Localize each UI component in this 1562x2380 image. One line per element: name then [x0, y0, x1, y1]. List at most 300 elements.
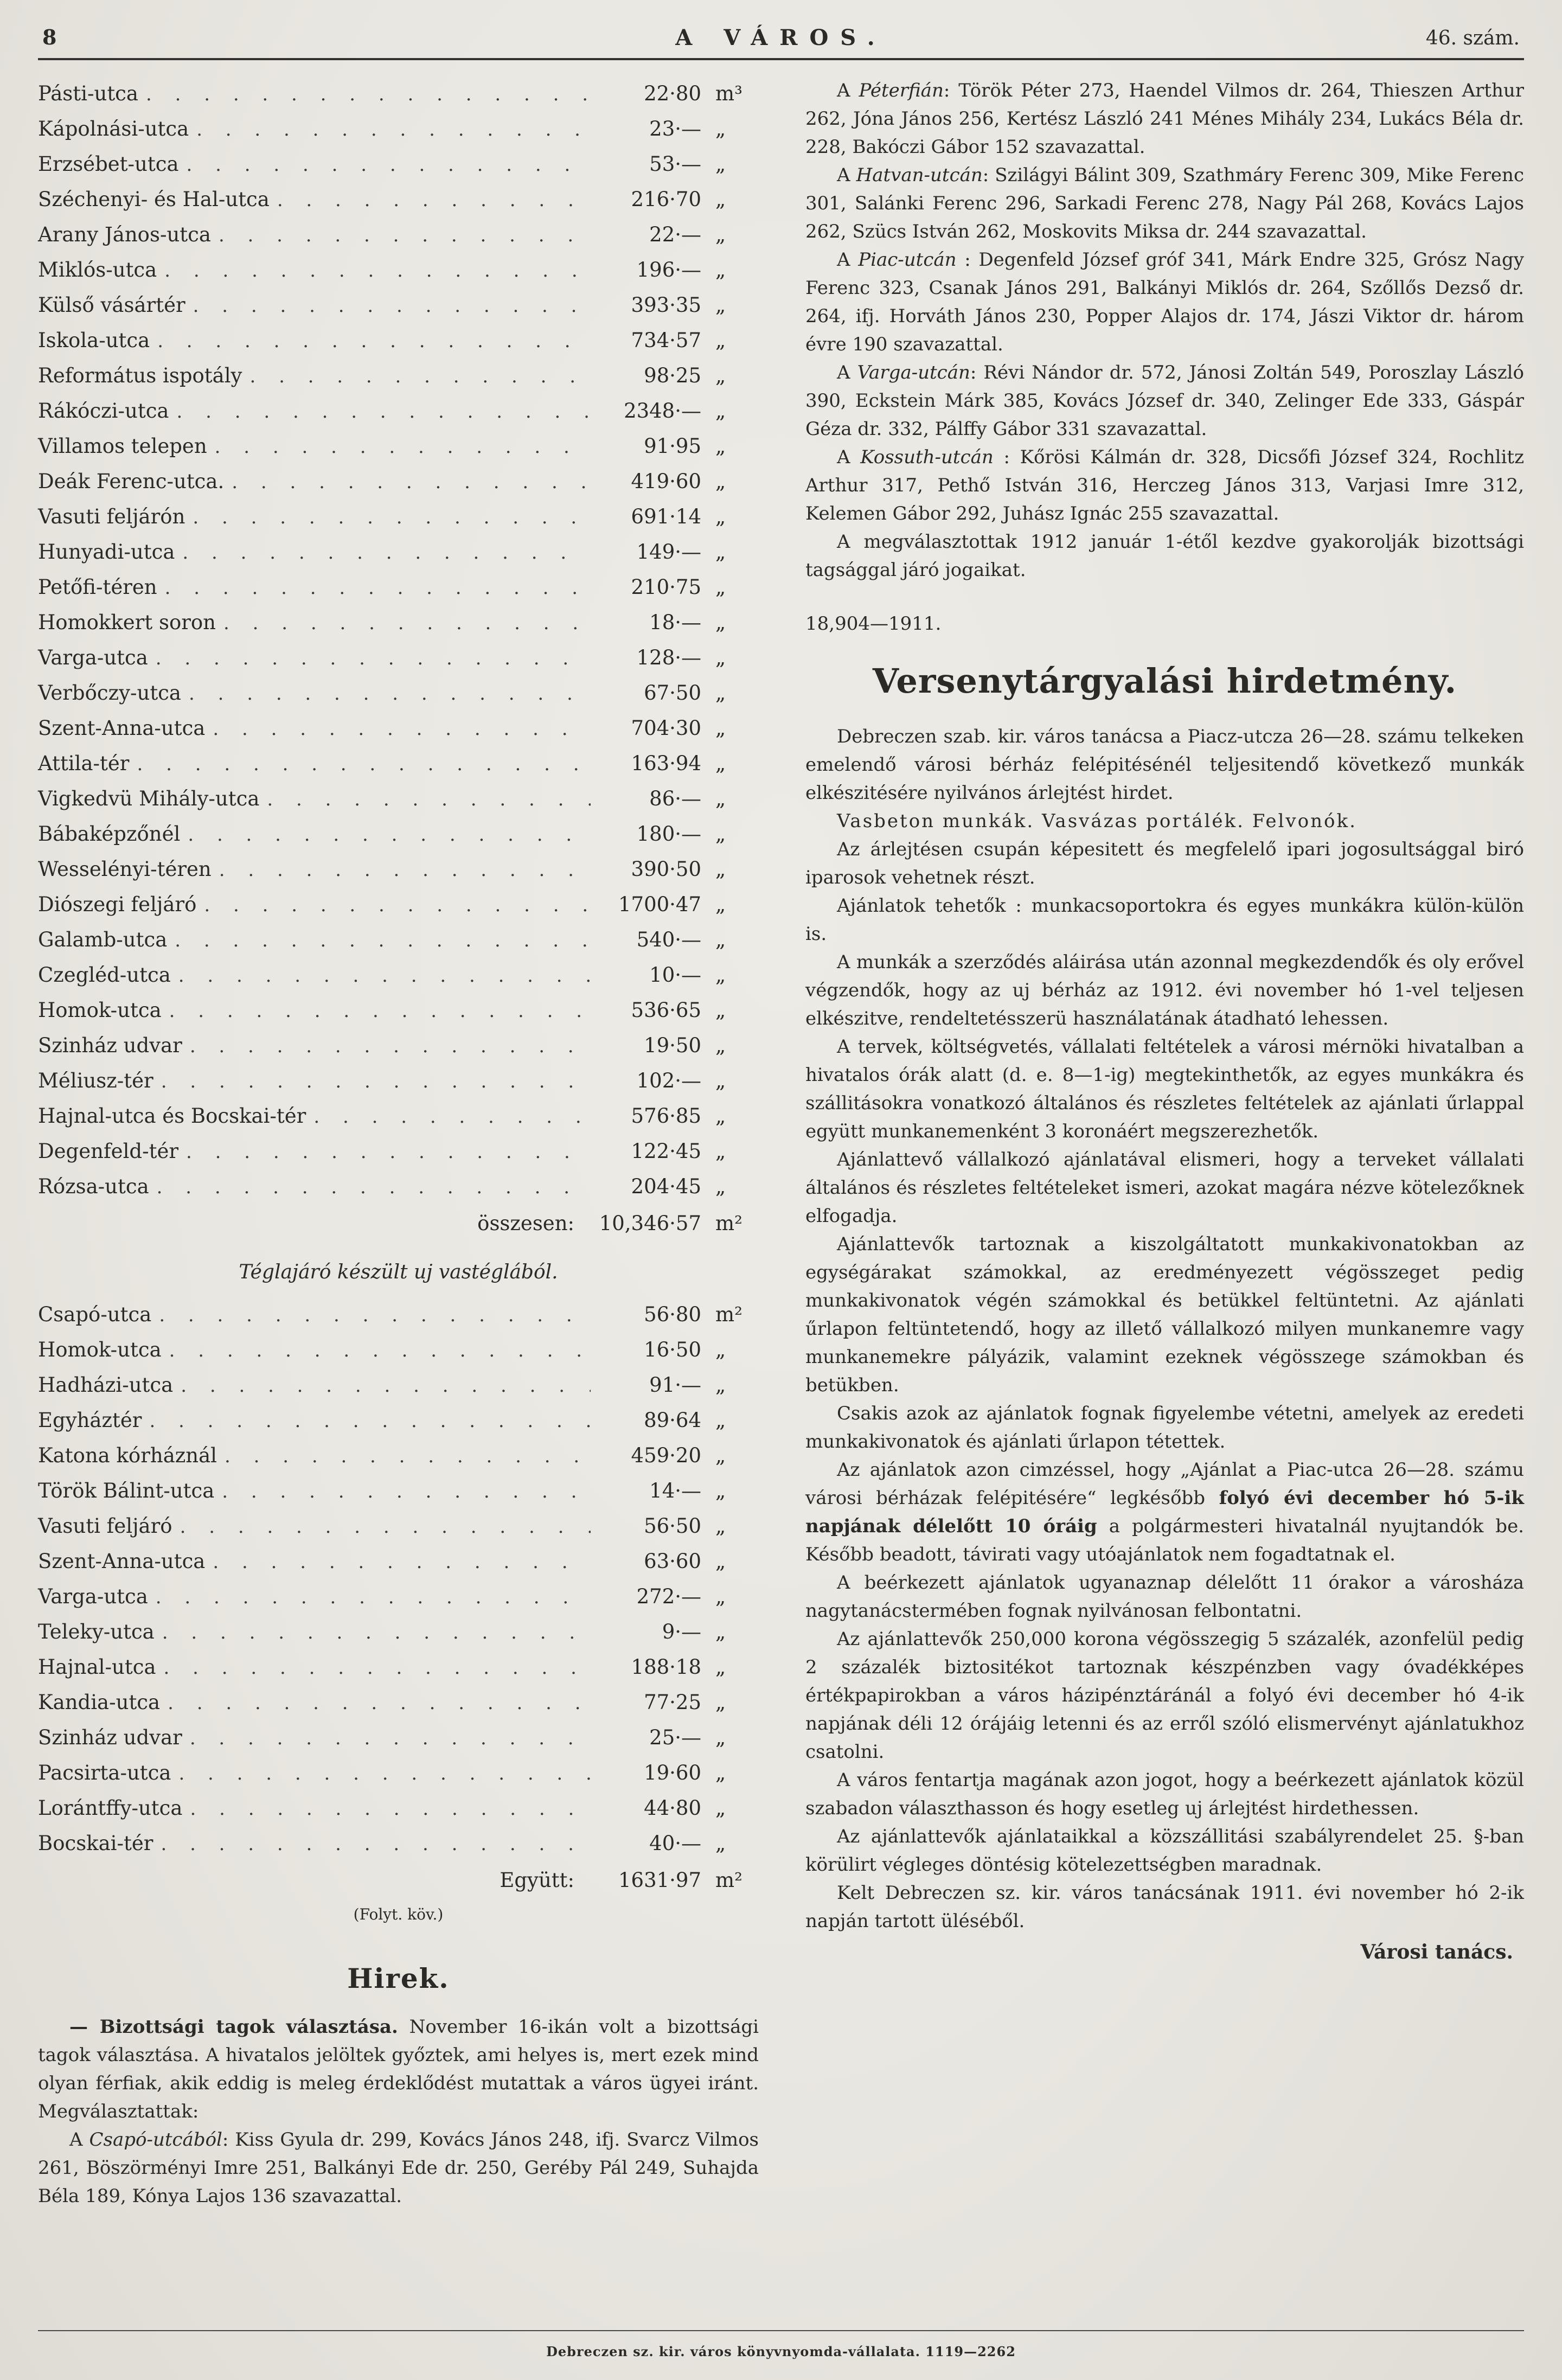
- street-name: Széchenyi- és Hal-utca: [38, 188, 270, 211]
- street-area-unit: „: [715, 893, 726, 916]
- news-paragraph: [38, 2126, 759, 2210]
- street-area-unit: „: [715, 1620, 726, 1643]
- list2-total-unit: m²: [715, 1869, 742, 1892]
- election-results-paragraphs: [805, 76, 1524, 584]
- street-area-unit: „: [715, 1832, 726, 1855]
- text-segment: : Kőrösi Kálmán dr. 328, Dicsőfi József 324, Rochlitz Arthur 317, Pethő István 316, Herczeg János 313, Varjasi Imre 312, Kelemen Gábor 292, Juhász Ignác 255 szavazattal.: [805, 446, 1524, 524]
- dot-leader: [149, 1403, 591, 1438]
- street-row: [38, 429, 759, 464]
- text-segment: Kelt Debreczen sz. kir. város tanácsának 1911. évi november hó 2-ik napján tartott üléséből.: [805, 1882, 1524, 1932]
- street-row: [38, 112, 759, 147]
- dot-leader: [196, 112, 591, 147]
- notice-paragraph: [805, 948, 1524, 1033]
- street-name: Csapó-utca: [38, 1303, 152, 1326]
- text-segment: A tervek, költségvetés, vállalati feltételek a városi mérnöki hivatalban a hivatalos órák alatt (d. e. 8—1-ig) megtekinthetők, az egyes munkákra és szállitásokra vonatkozó általános és részletes feltételek az ajánlati űrlappal együtt munkanemenként 3 koronáért megszerezhetők.: [805, 1036, 1524, 1142]
- street-name: Református ispotály: [38, 364, 242, 387]
- footer-rule: [38, 2330, 1524, 2331]
- street-area-unit: „: [715, 399, 726, 423]
- street-area-value: 9·—: [662, 1620, 701, 1643]
- dot-leader: [249, 359, 591, 394]
- text-segment: Az ajánlatok azon cimzéssel, hogy „Ajánlat a Piac-utca 26—28. számu városi bérházak felépitésére“ legkésőbb: [805, 1459, 1524, 1509]
- street-row: [38, 1438, 759, 1474]
- page-number: 8: [42, 25, 57, 49]
- paragraph-text: [38, 2016, 759, 2122]
- dot-leader: [188, 817, 591, 852]
- street-name: Vasuti feljáró: [38, 1514, 172, 1538]
- street-row: [38, 253, 759, 288]
- election-paragraph: [805, 443, 1524, 528]
- street-area-value: 188·18: [631, 1655, 701, 1679]
- text-segment: Ajánlatok tehetők : munkacsoportokra és egyes munkákra külön-külön is.: [805, 895, 1524, 945]
- street-area-value: 180·—: [636, 822, 701, 846]
- asphalt-street-list: [38, 76, 759, 1205]
- dot-leader: [277, 182, 591, 217]
- paragraph-text: [805, 1149, 1524, 1227]
- street-area-unit: „: [715, 1338, 726, 1361]
- street-row: [38, 76, 759, 112]
- street-row: [38, 1826, 759, 1861]
- street-area-unit: „: [715, 1691, 726, 1714]
- street-row: [38, 1169, 759, 1205]
- street-name: Vasuti feljárón: [38, 505, 185, 528]
- street-area-value: 204·45: [631, 1175, 701, 1198]
- election-paragraph: [805, 76, 1524, 161]
- street-area-unit: „: [715, 928, 726, 951]
- text-segment: A: [837, 80, 859, 101]
- dot-leader: [193, 500, 591, 535]
- street-name: Katona kórháznál: [38, 1444, 217, 1467]
- street-area-value: 23·—: [649, 117, 701, 140]
- street-area-unit: „: [715, 787, 726, 810]
- street-name: Deák Ferenc-utca.: [38, 470, 225, 493]
- dot-leader: [164, 253, 591, 288]
- continuation-note: (Folyt. köv.): [353, 1905, 444, 1923]
- text-segment: A: [69, 2129, 89, 2151]
- notice-paragraph: [805, 722, 1524, 807]
- dot-leader: [177, 394, 591, 429]
- street-name: Hadházi-utca: [38, 1373, 174, 1397]
- street-area-unit: „: [715, 1655, 726, 1679]
- street-row: [38, 359, 759, 394]
- street-name: Szent-Anna-utca: [38, 1550, 206, 1573]
- street-row: [38, 182, 759, 217]
- street-area-value: 63·60: [644, 1550, 701, 1573]
- text-segment: A: [837, 446, 861, 468]
- street-row: [38, 394, 759, 429]
- street-name: Erzsébet-utca: [38, 152, 179, 176]
- street-area-value: 25·—: [649, 1726, 701, 1749]
- text-segment: Vasbeton munkák. Vasvázas portálék. Felvonók.: [837, 810, 1357, 832]
- street-row: [38, 1720, 759, 1756]
- street-area-value: 122·45: [631, 1140, 701, 1163]
- street-area-unit: „: [715, 1796, 726, 1820]
- dot-leader: [182, 535, 591, 570]
- street-area-unit: „: [715, 364, 726, 387]
- street-area-value: 691·14: [631, 505, 701, 528]
- street-name: Egyháztér: [38, 1409, 142, 1432]
- street-area-value: 19·50: [644, 1034, 701, 1057]
- street-row: [38, 1791, 759, 1826]
- text-segment: Debreczen szab. kir. város tanácsa a Piacz-utcza 26—28. számu telkeken emelendő városi bérház felépitésénél teljesitendő következő munkák elkészitésére nyilvános árlejtést hirdet.: [805, 726, 1524, 804]
- street-area-value: 19·60: [644, 1761, 701, 1784]
- street-name: Pásti-utca: [38, 82, 138, 105]
- paragraph-text: [805, 1826, 1524, 1876]
- text-segment: : Degenfeld József gróf 341, Márk Endre 325, Grósz Nagy Ferenc 323, Csanak János 291, Balkányi Miklós dr. 264, Szőllős Dezső dr. 264, ifj. Horváth János 230, Popper Alajos dr. 174, Jászi Viktor dr. három évre 190 szavazattal.: [805, 249, 1524, 355]
- street-name: Wesselényi-téren: [38, 858, 212, 881]
- issue-number: 46. szám.: [1425, 27, 1520, 49]
- dot-leader: [186, 1134, 591, 1169]
- street-area-value: 272·—: [636, 1585, 701, 1608]
- street-area-value: 216·70: [631, 188, 701, 211]
- street-row: [38, 676, 759, 711]
- paragraph-text: [805, 1233, 1524, 1396]
- list2-total-value: 1631·97: [618, 1869, 701, 1892]
- street-name: Méliusz-tér: [38, 1069, 153, 1092]
- street-area-unit: „: [715, 963, 726, 987]
- street-area-value: 91·95: [644, 434, 701, 458]
- text-segment: A: [837, 249, 859, 271]
- text-segment: Kossuth-utcán: [860, 446, 994, 468]
- text-segment: folyó évi december hó 5-ik napjának délelőtt 10 óráig: [805, 1487, 1524, 1537]
- street-name: Vigkedvü Mihály-utca: [38, 787, 260, 810]
- notice-paragraph: [805, 835, 1524, 892]
- street-row: [38, 923, 759, 958]
- street-row: [38, 746, 759, 782]
- street-area-value: 40·—: [649, 1832, 701, 1855]
- street-area-unit: „: [715, 1409, 726, 1432]
- street-area-value: 16·50: [644, 1338, 701, 1361]
- street-row: [38, 641, 759, 676]
- street-row: [38, 817, 759, 852]
- street-area-value: 576·85: [631, 1104, 701, 1128]
- street-area-unit: „: [715, 1034, 726, 1057]
- street-name: Miklós-utca: [38, 258, 157, 281]
- text-segment: A munkák a szerződés aláirása után azonnal megkezdendők és oly erővel végzendők, hogy az uj bérház az 1912. évi november hó 1-vel teljesen elkészitve, rendeltetésszerü használatának átadható lehessen.: [805, 951, 1524, 1029]
- notice-paragraph: [805, 1230, 1524, 1399]
- paragraph-text: [805, 1882, 1524, 1932]
- street-area-unit: „: [715, 822, 726, 846]
- street-name: Teleky-utca: [38, 1620, 155, 1643]
- street-area-unit: „: [715, 470, 726, 493]
- text-segment: Csakis azok az ajánlatok fognak figyelembe vétetni, amelyek az eredeti munkakivonatok és ajánlati űrlapon tétettek.: [805, 1403, 1524, 1453]
- notice-paragraph: [805, 1456, 1524, 1569]
- signature-city-council: Városi tanács.: [1360, 1941, 1513, 1963]
- street-row: [38, 605, 759, 641]
- street-name: Bábaképzőnél: [38, 822, 181, 846]
- street-area-value: 91·—: [649, 1373, 701, 1397]
- street-name: Rákóczi-utca: [38, 399, 169, 423]
- street-row: [38, 1474, 759, 1509]
- election-paragraph: [805, 246, 1524, 359]
- street-area-value: 393·35: [631, 293, 701, 317]
- dot-leader: [189, 676, 591, 711]
- street-area-value: 56·50: [644, 1514, 701, 1538]
- notice-paragraph: [805, 1033, 1524, 1146]
- street-row: [38, 288, 759, 323]
- notice-paragraph: [805, 1766, 1524, 1822]
- reference-number: 18,904—1911.: [805, 613, 942, 635]
- text-segment: — Bizottsági tagok választása.: [69, 2016, 398, 2038]
- street-area-unit: „: [715, 999, 726, 1022]
- street-area-value: 89·64: [644, 1409, 701, 1432]
- paragraph-text: [837, 810, 1357, 832]
- street-area-value: 86·—: [649, 787, 701, 810]
- dot-leader: [161, 1826, 591, 1861]
- printer-imprint: Debreczen sz. kir. város könyvnyomda-vállalata. 1119—2262: [546, 2344, 1016, 2359]
- street-area-unit: „: [715, 293, 726, 317]
- text-segment: Az ajánlattevők 250,000 korona végösszegig 5 százalék, azonfelül pedig 2 százalék biztositékot tartoznak készpénzben vagy óvadékképes értékpapirokban a város házipénztáránál a folyó évi december hó 4-ik napjának déli 12 órájáig letenni és az erről szóló elismervényt ajánlatukhoz csatolni.: [805, 1628, 1524, 1763]
- street-area-unit: „: [715, 1479, 726, 1502]
- paragraph-text: [805, 80, 1524, 158]
- paragraph-text: [805, 1459, 1524, 1565]
- street-row: [38, 1509, 759, 1544]
- street-area-value: 1700·47: [618, 893, 701, 916]
- notice-paragraph: [805, 1822, 1524, 1879]
- street-row: [38, 1403, 759, 1438]
- street-row: [38, 711, 759, 746]
- text-segment: Piac-utcán: [858, 249, 957, 271]
- street-row: [38, 958, 759, 993]
- street-area-unit: „: [715, 1069, 726, 1092]
- street-name: Kápolnási-utca: [38, 117, 189, 140]
- dot-leader: [215, 429, 591, 464]
- dot-leader: [157, 1169, 591, 1205]
- street-row: [38, 1544, 759, 1579]
- street-name: Szent-Anna-utca: [38, 716, 206, 740]
- street-row: [38, 1368, 759, 1403]
- street-row: [38, 1028, 759, 1064]
- text-segment: Az ajánlattevők ajánlataikkal a közszállitási szabályrendelet 25. §-ban körülirt végleges döntésig kötelezettségben maradnak.: [805, 1826, 1524, 1876]
- text-segment: A: [837, 362, 857, 383]
- dot-leader: [181, 1368, 591, 1403]
- street-area-value: 18·—: [649, 611, 701, 634]
- paragraph-text: [805, 1769, 1524, 1819]
- text-segment: : Kiss Gyula dr. 299, Kovács János 248, ifj. Svarcz Vilmos 261, Böszörményi Imre 251, Balkányi Ede dr. 250, Geréby Pál 249, Suhajda Béla 189, Kónya Lajos 136 szavazattal.: [38, 2129, 759, 2207]
- notice-paragraph: [805, 807, 1524, 835]
- street-area-unit: „: [715, 223, 726, 246]
- dot-leader: [204, 887, 591, 923]
- paragraph-text: [805, 951, 1524, 1029]
- masthead-title: A VÁROS.: [675, 25, 887, 50]
- text-segment: a polgármesteri hivatalnál nyujtandók be. Később beadott, távirati vagy utóajánlatok nem fogadtatnak el.: [805, 1515, 1524, 1565]
- street-row: [38, 1615, 759, 1650]
- street-area-value: 540·—: [636, 928, 701, 951]
- dot-leader: [313, 1099, 591, 1134]
- paragraph-text: [805, 164, 1524, 242]
- text-segment: Ajánlattevő vállalkozó ajánlatával elismeri, hogy a terveket vállalati általános és részletes feltételeket ismeri, azokat magára nézve kötelezőknek elfogadja.: [805, 1149, 1524, 1227]
- paragraph-text: [805, 839, 1524, 888]
- street-row: [38, 500, 759, 535]
- dot-leader: [178, 1756, 591, 1791]
- street-area-value: 22·80: [644, 82, 701, 105]
- street-name: Varga-utca: [38, 646, 148, 669]
- street-row: [38, 1333, 759, 1368]
- street-row: [38, 1064, 759, 1099]
- notice-paragraph: [805, 1625, 1524, 1766]
- dot-leader: [156, 1579, 591, 1615]
- dot-leader: [178, 958, 591, 993]
- street-name: Villamos telepen: [38, 434, 207, 458]
- street-area-unit: „: [715, 646, 726, 669]
- street-area-unit: m²: [715, 1303, 742, 1326]
- notice-paragraph: [805, 892, 1524, 948]
- street-row: [38, 535, 759, 570]
- paragraph-text: [805, 1036, 1524, 1142]
- dot-leader: [165, 570, 591, 605]
- election-paragraph: [805, 359, 1524, 443]
- text-segment: Az árlejtésen csupán képesitett és megfelelő ipari jogosultsággal biró iparosok vehetnek részt.: [805, 839, 1524, 888]
- street-row: [38, 1099, 759, 1134]
- street-area-unit: „: [715, 1140, 726, 1163]
- dot-leader: [159, 1297, 591, 1333]
- street-area-value: 67·50: [644, 681, 701, 705]
- election-paragraph: [805, 528, 1524, 584]
- right-column: [805, 76, 1524, 2210]
- dot-leader: [219, 217, 591, 253]
- text-segment: Péterfián: [859, 80, 944, 101]
- street-area-unit: „: [715, 858, 726, 881]
- street-area-unit: „: [715, 258, 726, 281]
- text-segment: : Révi Nándor dr. 572, Jánosi Zoltán 549, Poroszlay László 390, Eckstein Márk 385, Kovács József dr. 340, Zelinger Ede 333, Gáspár Géza dr. 332, Pálffy Gábor 331 szavazattal.: [805, 362, 1524, 440]
- street-area-unit: „: [715, 1726, 726, 1749]
- paragraph-text: [805, 1403, 1524, 1453]
- street-area-unit: „: [715, 611, 726, 634]
- street-row: [38, 1579, 759, 1615]
- text-segment: Varga-utcán: [857, 362, 970, 383]
- street-name: Verbőczy-utca: [38, 681, 181, 705]
- dot-leader: [180, 1509, 591, 1544]
- text-segment: Hatvan-utcán: [856, 164, 983, 186]
- notice-paragraph: [805, 1146, 1524, 1230]
- street-area-value: 419·60: [631, 470, 701, 493]
- street-area-unit: „: [715, 1585, 726, 1608]
- text-segment: A megválasztottak 1912 január 1-étől kezdve gyakorolják bizottsági tagsággal járó jogaikat.: [805, 531, 1524, 581]
- dot-leader: [137, 746, 591, 782]
- notice-paragraph: [805, 1399, 1524, 1456]
- list2-total-label: Együtt:: [500, 1869, 574, 1892]
- tender-notice-paragraphs: [805, 722, 1524, 1935]
- street-name: Czegléd-utca: [38, 963, 171, 987]
- street-area-unit: „: [715, 1373, 726, 1397]
- street-name: Galamb-utca: [38, 928, 168, 951]
- street-name: Lorántffy-utca: [38, 1796, 183, 1820]
- street-name: Szinház udvar: [38, 1034, 182, 1057]
- paragraph-text: [805, 446, 1524, 524]
- street-name: Bocskai-tér: [38, 1832, 153, 1855]
- paragraph-text: [805, 249, 1524, 355]
- text-segment: A város fentartja magának azon jogot, hogy a beérkezett ajánlatok közül szabadon választhasson és hogy esetleg uj árlejtést hirdethessen.: [805, 1769, 1524, 1819]
- street-area-value: 149·—: [636, 540, 701, 564]
- dot-leader: [213, 1544, 591, 1579]
- news-paragraphs: [38, 2013, 759, 2210]
- news-section-title: Hirek.: [347, 1962, 450, 1994]
- paragraph-text: [805, 895, 1524, 945]
- street-name: Degenfeld-tér: [38, 1140, 179, 1163]
- text-segment: Csapó-utcából: [89, 2129, 222, 2151]
- street-row: [38, 782, 759, 817]
- text-segment: Ajánlattevők tartoznak a kiszolgáltatott munkakivonatokban az egységárakat számokkal, az eredményezett végösszeget pedig munkakivonatok végén számokkal és betükkel feltüntetni. Az ajánlati űrlapon feltüntetendő, hogy az illető vállalkozó milyen munkanemre vagy munkanemekre pályázik, valamint ezeknek végösszege számokban és betükben.: [805, 1233, 1524, 1396]
- street-area-unit: „: [715, 681, 726, 705]
- street-area-value: 14·—: [649, 1479, 701, 1502]
- street-name: Homok-utca: [38, 999, 162, 1022]
- street-row: [38, 1756, 759, 1791]
- street-name: Homok-utca: [38, 1338, 162, 1361]
- street-row: [38, 887, 759, 923]
- dot-leader: [146, 76, 591, 112]
- street-area-unit: „: [715, 540, 726, 564]
- paragraph-text: [805, 1572, 1524, 1622]
- street-name: Szinház udvar: [38, 1726, 182, 1749]
- street-area-unit: „: [715, 329, 726, 352]
- street-area-value: 390·50: [631, 858, 701, 881]
- text-segment: November 16-ikán volt a bizottsági tagok választása. A hivatalos jelöltek győztek, ami helyes is, mert ezek mind olyan férfiak, akik eddig is meleg érdeklődést mutattak a város ügyei iránt. Megválasztattak:: [38, 2016, 759, 2122]
- paragraph-text: [805, 1628, 1524, 1763]
- street-name: Attila-tér: [38, 752, 130, 775]
- page-header: [38, 0, 1524, 58]
- dot-leader: [169, 1333, 591, 1368]
- text-segment: : Szilágyi Bálint 309, Szathmáry Ferenc 309, Mike Ferenc 301, Salánki Ferenc 296, Sarkadi Ferenc 278, Nagy Pál 268, Kovács Lajos 262, Szücs István 262, Moskovits Miksa dr. 244 szavazattal.: [805, 164, 1524, 242]
- street-area-value: 734·57: [631, 329, 701, 352]
- street-name: Török Bálint-utca: [38, 1479, 215, 1502]
- street-name: Pacsirta-utca: [38, 1761, 171, 1784]
- street-row: [38, 1297, 759, 1333]
- street-name: Rózsa-utca: [38, 1175, 149, 1198]
- dot-leader: [190, 1791, 591, 1826]
- street-name: Külső vásártér: [38, 293, 185, 317]
- street-row: [38, 1685, 759, 1720]
- street-row: [38, 464, 759, 500]
- dot-leader: [219, 852, 591, 887]
- street-area-value: 704·30: [631, 716, 701, 740]
- street-name: Diószegi feljáró: [38, 893, 197, 916]
- dot-leader: [232, 464, 591, 500]
- street-area-unit: „: [715, 434, 726, 458]
- dot-leader: [213, 711, 591, 746]
- election-paragraph: [805, 161, 1524, 246]
- dot-leader: [223, 605, 591, 641]
- street-name: Iskola-utca: [38, 329, 150, 352]
- street-area-unit: „: [715, 1444, 726, 1467]
- list2-total-row: [38, 1861, 759, 1899]
- news-paragraph: [38, 2013, 759, 2126]
- dot-leader: [222, 1474, 591, 1509]
- brick-street-list: [38, 1297, 759, 1861]
- street-name: Varga-utca: [38, 1585, 148, 1608]
- street-area-unit: „: [715, 1514, 726, 1538]
- street-name: Homokkert soron: [38, 611, 216, 634]
- street-name: Kandia-utca: [38, 1691, 161, 1714]
- dot-leader: [157, 323, 591, 359]
- text-segment: A: [837, 164, 856, 186]
- street-area-unit: „: [715, 188, 726, 211]
- street-row: [38, 852, 759, 887]
- street-area-value: 2348·—: [624, 399, 701, 423]
- street-name: Hajnal-utca: [38, 1655, 156, 1679]
- dot-leader: [225, 1438, 591, 1474]
- street-area-value: 44·80: [644, 1796, 701, 1820]
- street-row: [38, 993, 759, 1028]
- paragraph-text: [805, 531, 1524, 581]
- street-area-unit: m³: [715, 82, 742, 105]
- street-area-value: 536·65: [631, 999, 701, 1022]
- street-area-unit: „: [715, 1175, 726, 1198]
- street-area-unit: „: [715, 505, 726, 528]
- list1-total-label: összesen:: [477, 1212, 574, 1235]
- street-area-unit: „: [715, 1761, 726, 1784]
- notice-paragraph: [805, 1569, 1524, 1625]
- street-row: [38, 147, 759, 182]
- street-area-unit: „: [715, 575, 726, 599]
